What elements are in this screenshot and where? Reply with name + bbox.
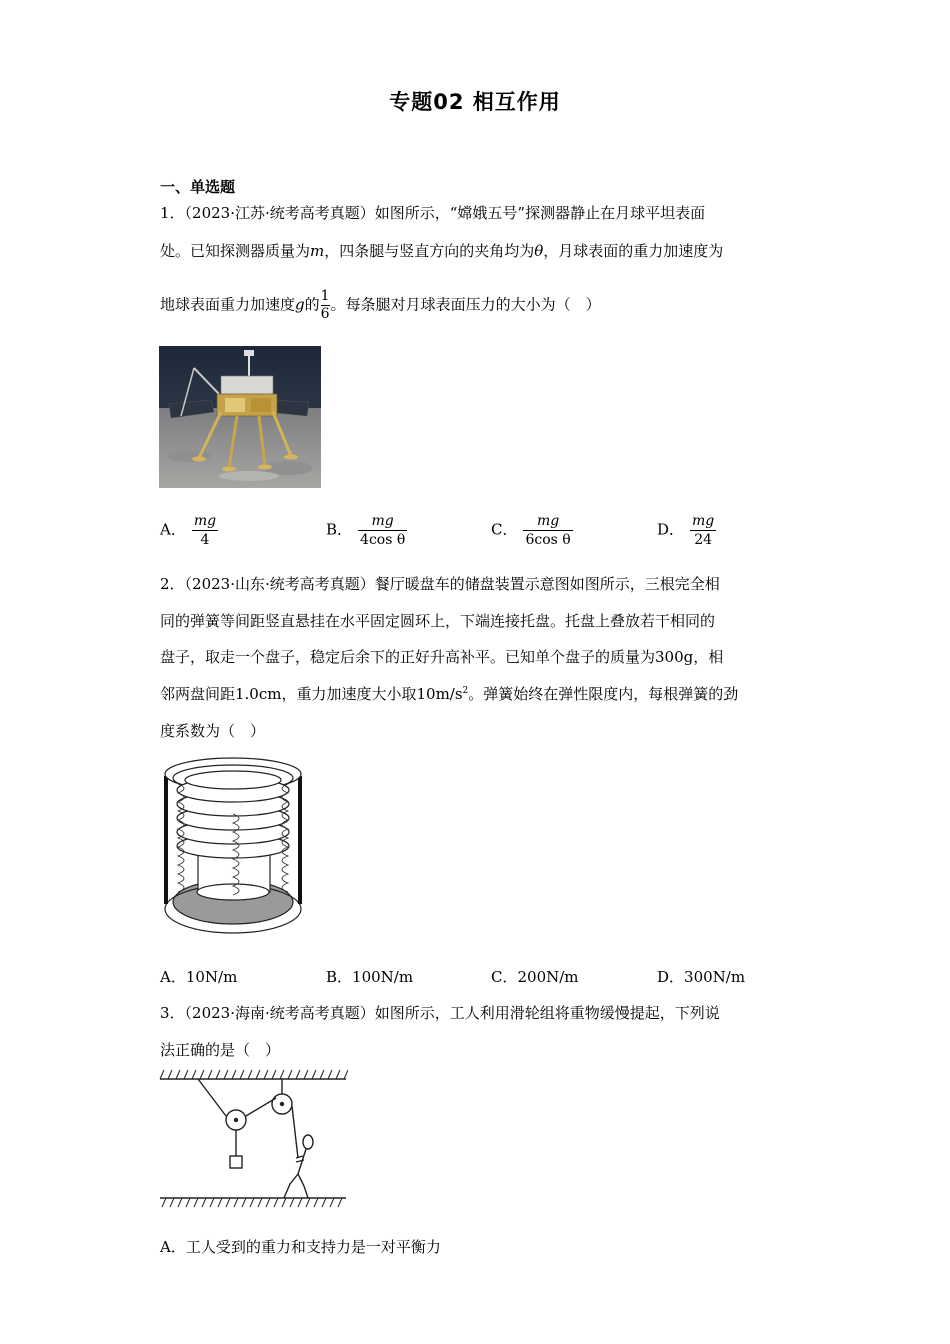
q1-option-a[interactable]: A． $\frac{mg}{4}$ [160,513,217,548]
q2-line-2: 同的弹簧等间距竖直悬挂在水平固定圆环上，下端连接托盘。托盘上叠放若干相同的 [160,612,716,630]
q2-option-c[interactable]: C．200N/m [491,968,579,986]
one-sixth-fraction: $\frac{1}{6}$ [320,288,330,322]
q3-option-a[interactable]: A．工人受到的重力和支持力是一对平衡力 [160,1238,441,1256]
q2-option-b[interactable]: B．100N/m [326,968,414,986]
section-heading: 一、单选题 [160,178,236,196]
q2-option-a[interactable]: A．10N/m [160,968,238,986]
q3-line-2: 法正确的是（ ） [160,1041,281,1059]
q2-option-d[interactable]: D．300N/m [657,968,746,986]
lander-image [159,346,321,488]
q1-option-b[interactable]: B． $\frac{mg}{\text{4cos θ}}$ [326,513,406,548]
q2-line-1: 2．（2023·山东·统考高考真题）餐厅暖盘车的储盘装置示意图如图所示，三根完全相 [160,575,720,593]
spring-plate-diagram [160,754,306,940]
q1-line-2: 处。已知探测器质量为m，四条腿与竖直方向的夹角均为θ，月球表面的重力加速度为 [160,242,724,260]
q3-line-1: 3．（2023·海南·统考高考真题）如图所示，工人利用滑轮组将重物缓慢提起，下列说 [160,1004,720,1022]
q1-line-1: 1．（2023·江苏·统考高考真题）如图所示，“嫦娥五号”探测器静止在月球平坦表面 [160,204,706,222]
q1-option-d[interactable]: D． $\frac{mg}{24}$ [657,513,715,548]
q2-line-5: 度系数为（ ） [160,722,266,740]
q1-option-c[interactable]: C． $\frac{mg}{\text{6cos θ}}$ [491,513,571,548]
q2-line-3: 盘子，取走一个盘子，稳定后余下的正好升高补平。已知单个盘子的质量为300g，相 [160,648,724,666]
q2-line-4: 邻两盘间距1.0cm，重力加速度大小取$10m/s^2$。弹簧始终在弹性限度内，每根弹簧的劲 [160,685,739,703]
pulley-diagram [158,1066,348,1210]
q1-line-3: 地球表面重力加速度g的 $\frac{1}{6}$ 。每条腿对月球表面压力的大小为（ ） [160,288,601,322]
page-title: 专题02 相互作用 [389,90,561,114]
